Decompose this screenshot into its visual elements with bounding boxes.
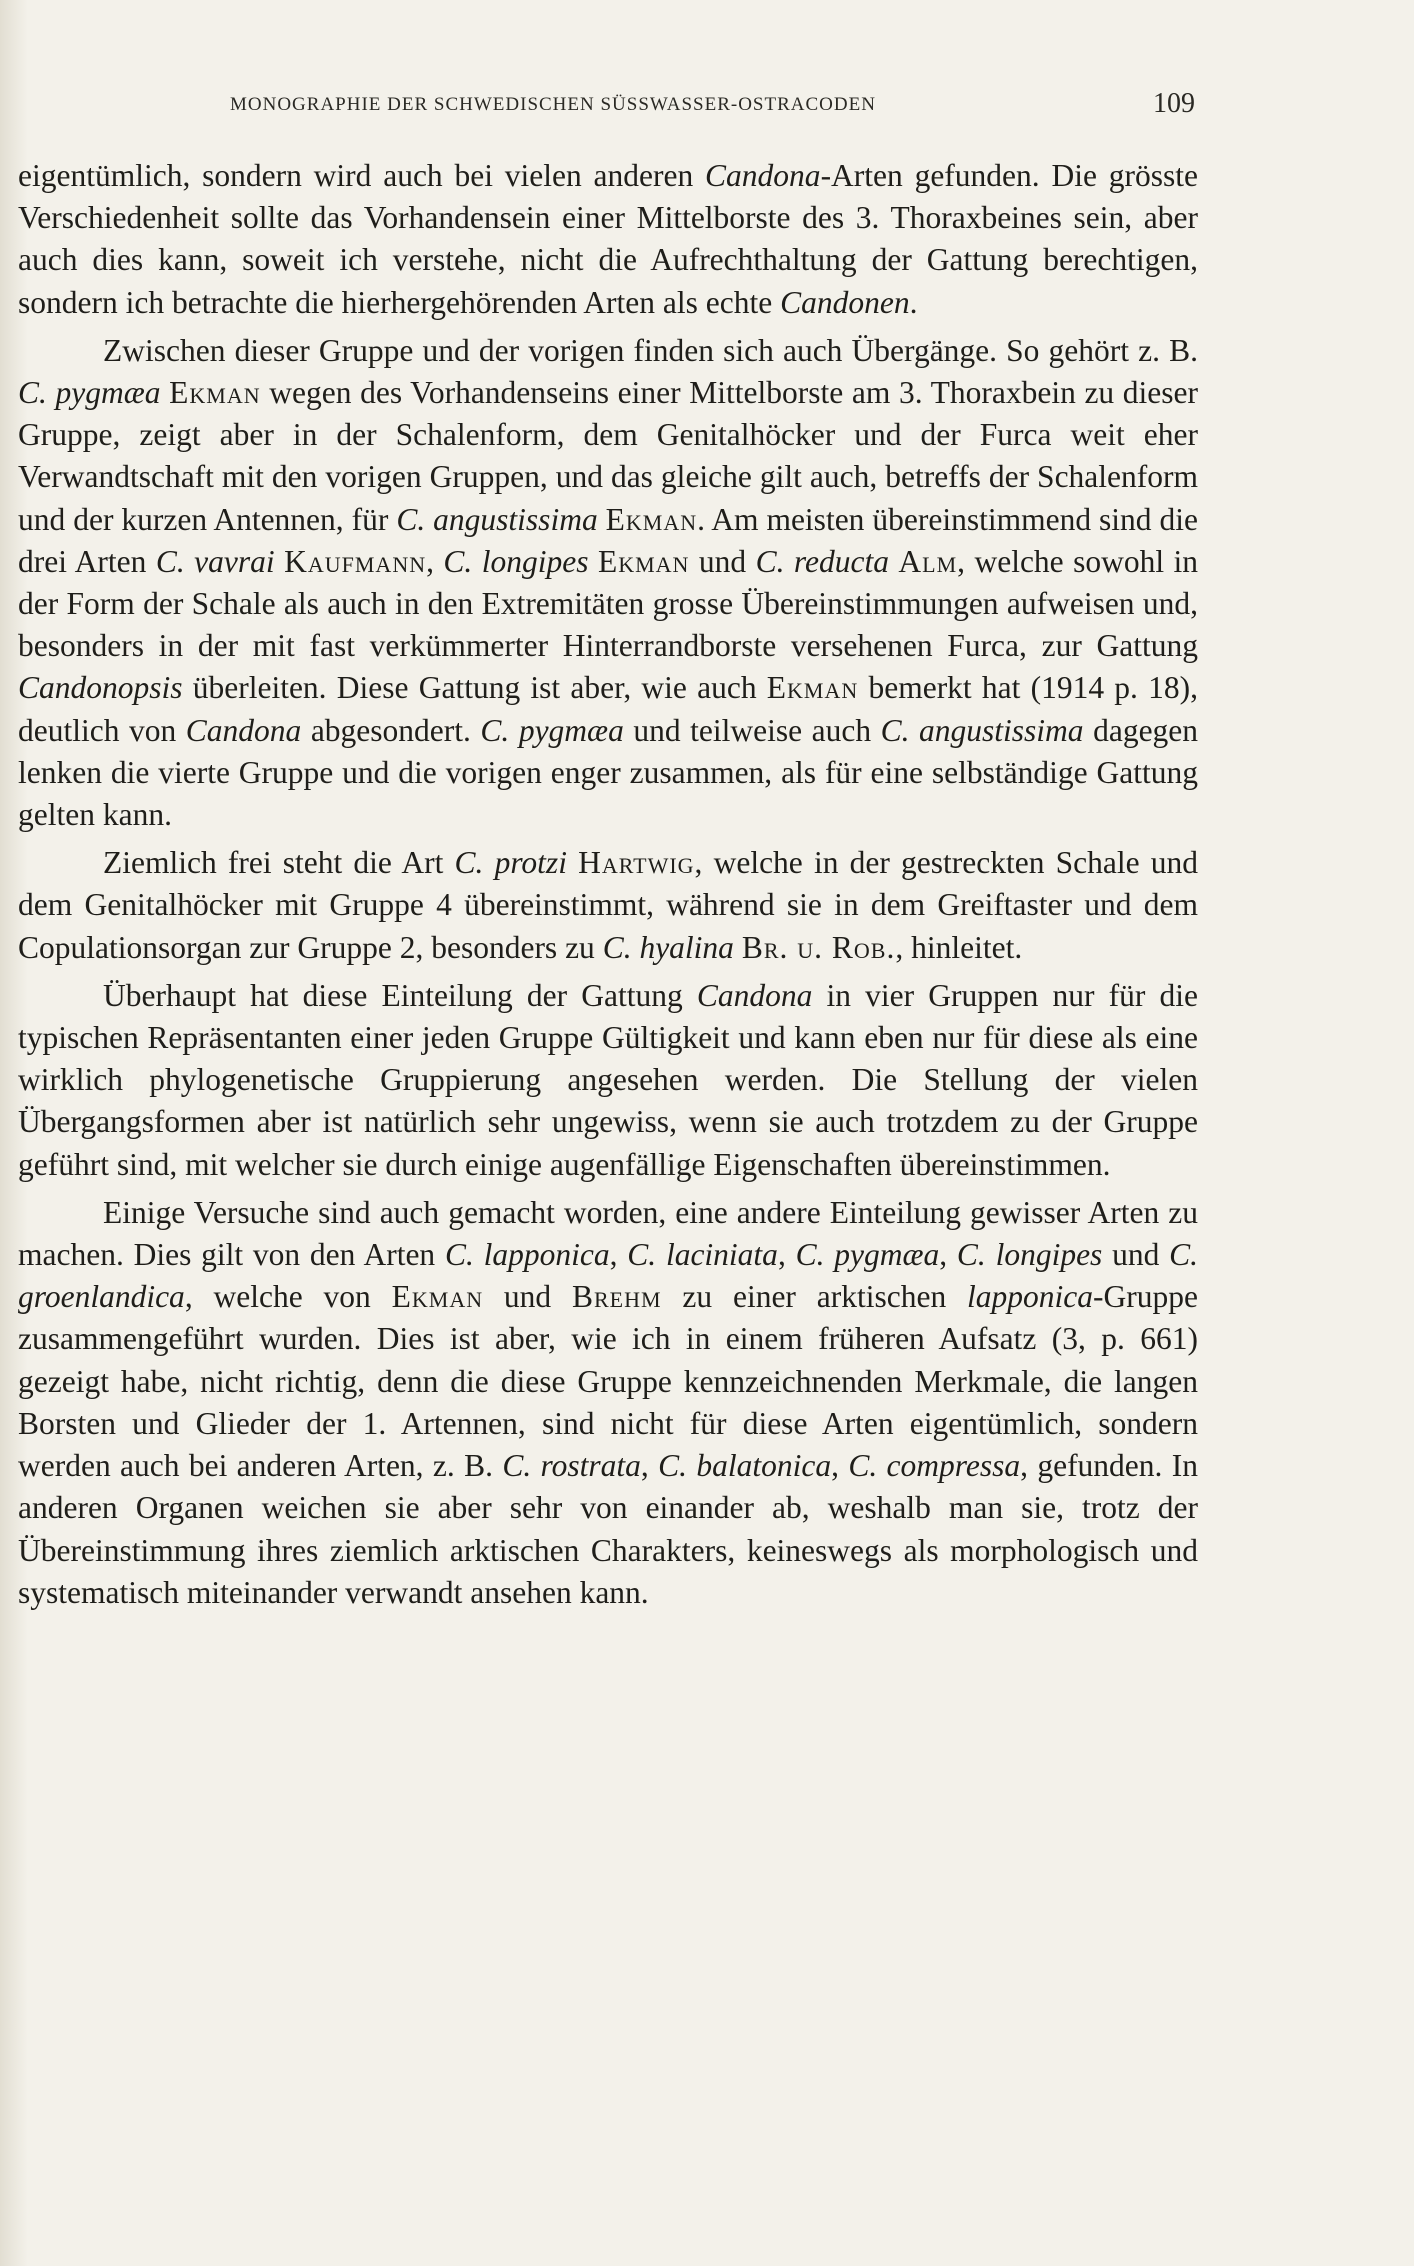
author-name: Kaufmann	[284, 543, 427, 579]
text-run: ,	[939, 1237, 957, 1273]
paragraph	[18, 155, 1198, 324]
paragraph	[18, 1192, 1198, 1614]
italic-term: C. protzi	[454, 845, 567, 881]
text-run	[567, 845, 578, 880]
page-header	[230, 88, 1195, 128]
text-run: Zwischen dieser Gruppe und der vorigen finden sich auch Übergänge. So gehört z. B.	[103, 332, 1198, 368]
italic-term: C. angustissima	[396, 501, 598, 537]
italic-term: Candonen	[780, 284, 910, 320]
text-run: und	[689, 543, 756, 579]
text-run	[161, 375, 170, 410]
italic-term: C. pygmæa	[795, 1237, 940, 1273]
italic-term: C. reducta	[755, 543, 889, 579]
italic-term: C. balatonica	[658, 1448, 832, 1484]
text-run: eigentümlich, sondern wird auch bei vielen anderen	[18, 158, 706, 193]
text-run	[589, 544, 598, 579]
text-run: zu einer arktischen	[661, 1279, 968, 1315]
text-run: Ziemlich frei steht die Art	[103, 845, 455, 881]
text-run: in vier Gruppen nur für die typischen Repräsentanten einer jeden Gruppe Gültigkeit und kann eben nur für diese als eine wirklich phylogenetische Gruppierung angesehen werden. Die Stellung der vielen Übergangsformen aber ist natürlich sehr ungewiss, wenn sie auch trotzdem zu der Gruppe geführt sind, mit welcher sie durch einige augenfällige Eigenschaften übereinstimmen.	[18, 977, 1198, 1182]
author-name: Ekman	[605, 501, 698, 537]
author-name: Hartwig	[578, 845, 695, 881]
italic-term: C. pygmæa	[18, 375, 161, 411]
text-run: wegen des Vorhandenseins einer Mittelborste am 3. Thoraxbein zu dieser Gruppe, zeigt aber in der Schalenform, dem Genitalhöcker und der Furca weit eher Verwandtschaft mit den vorigen Gruppen, und das gleiche gilt auch, betreffs der Schalenform und der kurzen Antennen, für	[18, 375, 1199, 537]
text-run: , welche in der gestreckten Schale und dem Genitalhöcker mit Gruppe 4 übereinstimmt, während sie in dem Greiftaster und dem Copulationsorgan zur Gruppe 2, besonders zu	[18, 845, 1199, 965]
italic-term: C. hyalina	[602, 929, 734, 965]
text-run: bemerkt hat (1914 p. 18), deutlich von	[18, 670, 1199, 748]
text-run: und	[1102, 1237, 1170, 1273]
italic-term: C. angustissima	[880, 712, 1084, 748]
text-run: .	[909, 284, 918, 320]
text-run: , welche sowohl in der Form der Schale als auch in den Extremitäten grosse Übereinstimmungen aufweisen und, besonders in der mit fast verkümmerter Hinterrandborste versehenen Furca, zur Gattung	[18, 543, 1199, 664]
paragraph	[18, 330, 1198, 836]
body-text	[18, 155, 1198, 1620]
author-name: Ekman	[597, 543, 690, 579]
italic-term: C. compressa	[848, 1448, 1021, 1484]
italic-term: lapponica	[967, 1279, 1094, 1315]
text-run: und teilweise auch	[623, 712, 881, 748]
italic-term: Candona	[705, 158, 821, 193]
text-run: ,	[831, 1448, 849, 1484]
text-run: abgesondert.	[301, 712, 481, 748]
text-run: ,	[609, 1237, 628, 1273]
page-number: 109	[1153, 88, 1195, 119]
text-run: und	[483, 1279, 572, 1315]
text-run: , welche von	[184, 1279, 392, 1315]
paragraph	[18, 842, 1198, 969]
italic-term: C. vavrai	[155, 543, 275, 579]
italic-term: C. rostrata	[502, 1448, 641, 1484]
italic-term: C. laciniata	[627, 1237, 778, 1273]
italic-term: C. groenlandica	[18, 1237, 1199, 1315]
text-run: dagegen lenken die vierte Gruppe und die vorigen enger zusammen, als für eine selbständige Gattung gelten kann.	[18, 712, 1199, 833]
italic-term: C. longipes	[956, 1237, 1103, 1273]
paragraph	[18, 975, 1198, 1186]
italic-term: C. pygmæa	[480, 712, 624, 748]
text-run: ,	[426, 543, 444, 579]
text-run: Überhaupt hat diese Einteilung der Gattung	[103, 977, 697, 1013]
text-run: , hinleitet.	[895, 929, 1023, 965]
author-name: Ekman	[766, 670, 859, 706]
text-run: überleiten. Diese Gattung ist aber, wie auch	[182, 670, 767, 706]
italic-term: C. longipes	[443, 543, 589, 579]
text-run: -Arten gefunden. Die grösste Verschiedenheit sollte das Vorhandensein einer Mittelborste des 3. Thoraxbeines sein, aber auch dies kann, soweit ich verstehe, nicht die Aufrechthaltung der Gattung berechtigen, sondern ich betrachte die hierhergehörenden Arten als echte	[18, 158, 1198, 320]
text-run	[275, 544, 284, 579]
text-run	[889, 544, 898, 579]
italic-term: Candona	[696, 977, 813, 1013]
author-name: Alm	[898, 543, 958, 579]
italic-term: C. lapponica	[444, 1237, 610, 1273]
text-run	[598, 502, 606, 537]
running-title: MONOGRAPHIE DER SCHWEDISCHEN SÜSSWASSER-OSTRACODEN	[230, 94, 876, 115]
italic-term: Candonopsis	[18, 670, 183, 706]
author-name: Ekman	[169, 375, 261, 411]
text-run: Einige Versuche sind auch gemacht worden, eine andere Einteilung gewisser Arten zu machen. Dies gilt von den Arten	[18, 1194, 1198, 1273]
author-name: Ekman	[391, 1279, 484, 1315]
text-run: , gefunden. In anderen Organen weichen sie aber sehr von einander ab, weshalb man sie, trotz der Übereinstimmung ihres ziemlich arktischen Charakters, keineswegs als morphologisch und systematisch miteinander verwandt ansehen kann.	[18, 1448, 1199, 1610]
text-run: . Am meisten übereinstimmend sind die drei Arten	[18, 501, 1199, 579]
text-run: ,	[777, 1237, 796, 1273]
text-run: -Gruppe zusammengeführt wurden. Dies ist aber, wie ich in einem früheren Aufsatz (3, p. 661) gezeigt habe, nicht richtig, denn die diese Gruppe kennzeichnenden Merkmale, die langen Borsten und Glieder der 1. Artennen, sind nicht für diese Arten eigentümlich, sondern werden auch bei anderen Arten, z. B.	[18, 1279, 1198, 1484]
author-name: Brehm	[572, 1279, 662, 1315]
italic-term: Candona	[185, 712, 302, 748]
author-name: Br. u. Rob.	[741, 929, 896, 965]
text-run: ,	[640, 1448, 659, 1484]
text-run	[734, 930, 742, 965]
